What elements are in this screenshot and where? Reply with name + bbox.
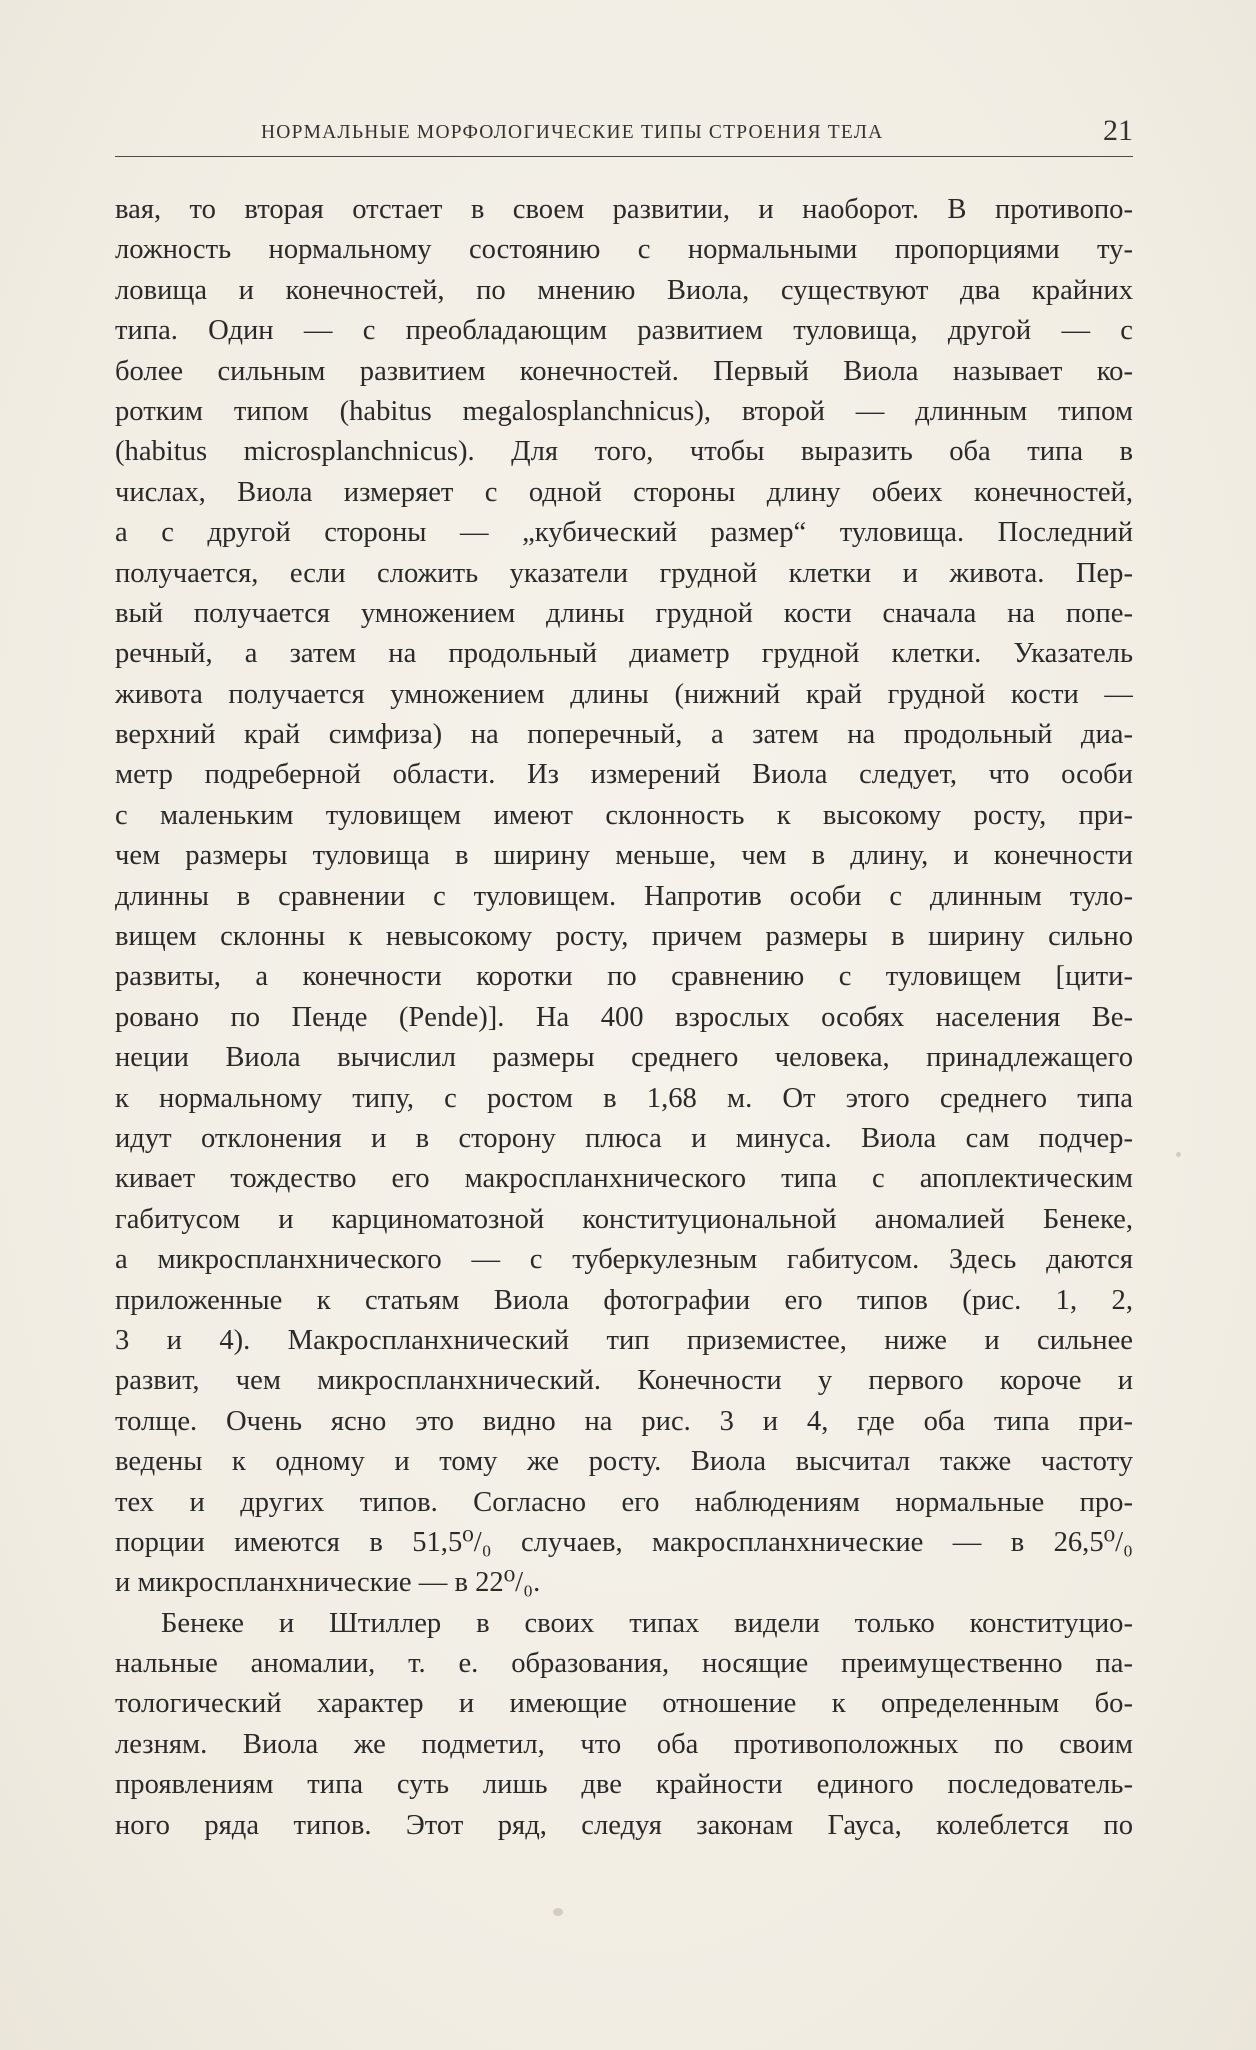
text-line: а с другой стороны — „кубический размер“ туловища. Последний: [115, 517, 1133, 549]
text-line: проявлениям типа суть лишь две крайности единого последователь-: [115, 1769, 1133, 1801]
text-line: тех и других типов. Согласно его наблюдениям нормальные про-: [115, 1486, 1133, 1518]
text-line: ровано по Пенде (Pende)]. На 400 взрослых особях населения Ве-: [115, 1001, 1133, 1033]
text-line: Бенеке и Штиллер в своих типах видели только конституцио-: [161, 1607, 1133, 1639]
text-line: толще. Очень ясно это видно на рис. 3 и 4, где оба типа при-: [115, 1405, 1133, 1437]
text-line: вая, то вторая отстает в своем развитии, и наоборот. В противопо-: [115, 194, 1133, 225]
text-line: кивает тождество его макроспланхнического типа с апоплектическим: [115, 1163, 1133, 1195]
text-line: речный, а затем на продольный диаметр грудной клетки. Указатель: [115, 638, 1133, 670]
text-line: более сильным развитием конечностей. Первый Виола называет ко-: [115, 355, 1133, 387]
running-head: НОРМАЛЬНЫЕ МОРФОЛОГИЧЕСКИЕ ТИПЫ СТРОЕНИЯ ТЕЛА: [261, 122, 884, 143]
text-line: 3 и 4). Макроспланхнический тип приземистее, ниже и сильнее: [115, 1324, 1133, 1356]
text-line: метр подреберной области. Из измерений Виола следует, что особи: [115, 759, 1133, 791]
text-line: длинны в сравнении с туловищем. Напротив особи с длинным туло-: [115, 880, 1133, 912]
text-line: (habitus microsplanchnicus). Для того, чтобы выразить оба типа в: [115, 436, 1133, 468]
text-line: верхний край симфиза) на поперечный, а затем на продольный диа-: [115, 719, 1133, 751]
text-line: приложенные к статьям Виола фотографии его типов (рис. 1, 2,: [115, 1284, 1133, 1316]
text-line: развит, чем микроспланхнический. Конечности у первого короче и: [115, 1365, 1133, 1397]
text-line: развиты, а конечности коротки по сравнению с туловищем [цити-: [115, 961, 1133, 993]
text-line: получается, если сложить указатели грудной клетки и живота. Пер-: [115, 557, 1133, 589]
text-line: вищем склонны к невысокому росту, причем размеры в ширину сильно: [115, 921, 1133, 953]
page-number: 21: [1103, 114, 1133, 147]
text-line: и микроспланхнические — в 22⁰/₀.: [115, 1567, 541, 1599]
text-line: тологический характер и имеющие отношение к определенным бо-: [115, 1688, 1133, 1720]
text-line: порции имеются в 51,5⁰/₀ случаев, макроспланхнические — в 26,5⁰/₀: [115, 1526, 1133, 1558]
text-line: неции Виола вычислил размеры среднего человека, принадлежащего: [115, 1042, 1133, 1074]
text-line: идут отклонения и в сторону плюса и минуса. Виола сам подчер-: [115, 1122, 1133, 1154]
text-line: ложность нормальному состоянию с нормальными пропорциями ту-: [115, 234, 1133, 266]
text-line: к нормальному типу, с ростом в 1,68 м. От этого среднего типа: [115, 1082, 1133, 1114]
body-text: [115, 190, 1133, 1846]
text-line: ловища и конечностей, по мнению Виола, существуют два крайних: [115, 274, 1133, 306]
paragraph-2: [115, 1604, 1133, 1846]
text-line: ного ряда типов. Этот ряд, следуя законам Гауса, колеблется по: [115, 1809, 1133, 1841]
text-line: ведены к одному и тому же росту. Виола высчитал также частоту: [115, 1446, 1133, 1478]
text-line: вый получается умножением длины грудной кости сначала на попе-: [115, 597, 1133, 629]
ink-speck: [1176, 1152, 1181, 1157]
ink-speck: [553, 1908, 563, 1916]
text-line: нальные аномалии, т. е. образования, носящие преимущественно па-: [115, 1648, 1133, 1680]
text-line: габитусом и карциноматозной конституциональной аномалией Бенеке,: [115, 1203, 1133, 1235]
text-line: лезням. Виола же подметил, что оба противоположных по своим: [115, 1728, 1133, 1760]
text-line: чем размеры туловища в ширину меньше, чем в длину, и конечности: [115, 840, 1133, 872]
text-line: с маленьким туловищем имеют склонность к высокому росту, при-: [115, 799, 1133, 831]
text-line: а микроспланхнического — с туберкулезным габитусом. Здесь даются: [115, 1244, 1133, 1276]
text-line: живота получается умножением длины (нижний край грудной кости —: [115, 678, 1133, 710]
text-line: типа. Один — с преобладающим развитием туловища, другой — с: [115, 315, 1133, 347]
page-header: [115, 112, 1133, 157]
text-line: числах, Виола измеряет с одной стороны длину обеих конечностей,: [115, 476, 1133, 508]
paragraph-1: [115, 190, 1133, 1604]
text-line: ротким типом (habitus megalosplanchnicus), второй — длинным типом: [115, 395, 1133, 427]
